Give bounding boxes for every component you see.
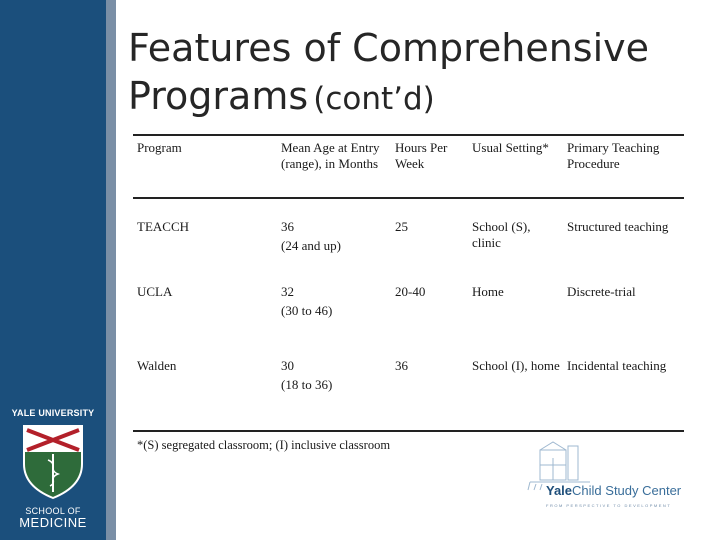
row-walden-range: (18 to 36) — [281, 377, 333, 392]
header-procedure: Primary Teaching Procedure — [567, 140, 660, 171]
school-of-label: SCHOOL OF — [25, 506, 81, 516]
row-teacch-age: 36 — [281, 219, 294, 234]
row-ucla-program: UCLA — [137, 284, 173, 299]
row-teacch-hours: 25 — [395, 219, 408, 234]
row-teacch-program: TEACCH — [137, 219, 189, 234]
slide-title — [128, 24, 708, 128]
header-hours: Hours Per Week — [395, 140, 448, 171]
row-walden-procedure: Incidental teaching — [567, 358, 667, 373]
row-walden-program: Walden — [137, 358, 177, 373]
row-walden-setting: School (I), home — [472, 358, 560, 373]
row-ucla-setting: Home — [472, 284, 504, 299]
row-walden-age: 30 — [281, 358, 294, 373]
medicine-label: MEDICINE — [19, 515, 87, 530]
title-line-2: Programs — [128, 74, 309, 118]
table-top-rule — [133, 134, 684, 136]
row-ucla-age: 32 — [281, 284, 294, 299]
ycsc-name-text: Child Study Center — [572, 483, 682, 498]
row-teacch-range: (24 and up) — [281, 238, 341, 253]
yale-medicine-shield-icon — [22, 424, 84, 500]
child-study-center-name — [546, 483, 681, 498]
row-ucla-range: (30 to 46) — [281, 303, 333, 318]
row-ucla-hours: 20-40 — [395, 284, 426, 299]
table-footnote: *(S) segregated classroom; (I) inclusive classroom — [137, 438, 391, 452]
child-study-center-logo-icon — [520, 440, 710, 520]
title-line-2-suffix: (cont’d) — [313, 81, 435, 117]
header-program: Program — [137, 140, 182, 155]
ycsc-yale-text: Yale — [546, 483, 573, 498]
sidebar-edge — [106, 0, 116, 540]
child-study-center-tagline: FROM PERSPECTIVE TO DEVELOPMENT — [546, 503, 672, 508]
header-setting: Usual Setting* — [472, 140, 549, 155]
row-walden-hours: 36 — [395, 358, 408, 373]
header-bottom-rule — [133, 197, 684, 199]
title-line-1: Features of Comprehensive — [128, 26, 650, 70]
header-mean-age: Mean Age at Entry (range), in Months — [281, 140, 380, 171]
table-bottom-rule — [133, 430, 684, 432]
row-ucla-procedure: Discrete-trial — [567, 284, 636, 299]
row-teacch-setting: School (S), clinic — [472, 219, 531, 250]
yale-university-label: YALE UNIVERSITY — [11, 408, 95, 418]
row-teacch-procedure: Structured teaching — [567, 219, 669, 234]
